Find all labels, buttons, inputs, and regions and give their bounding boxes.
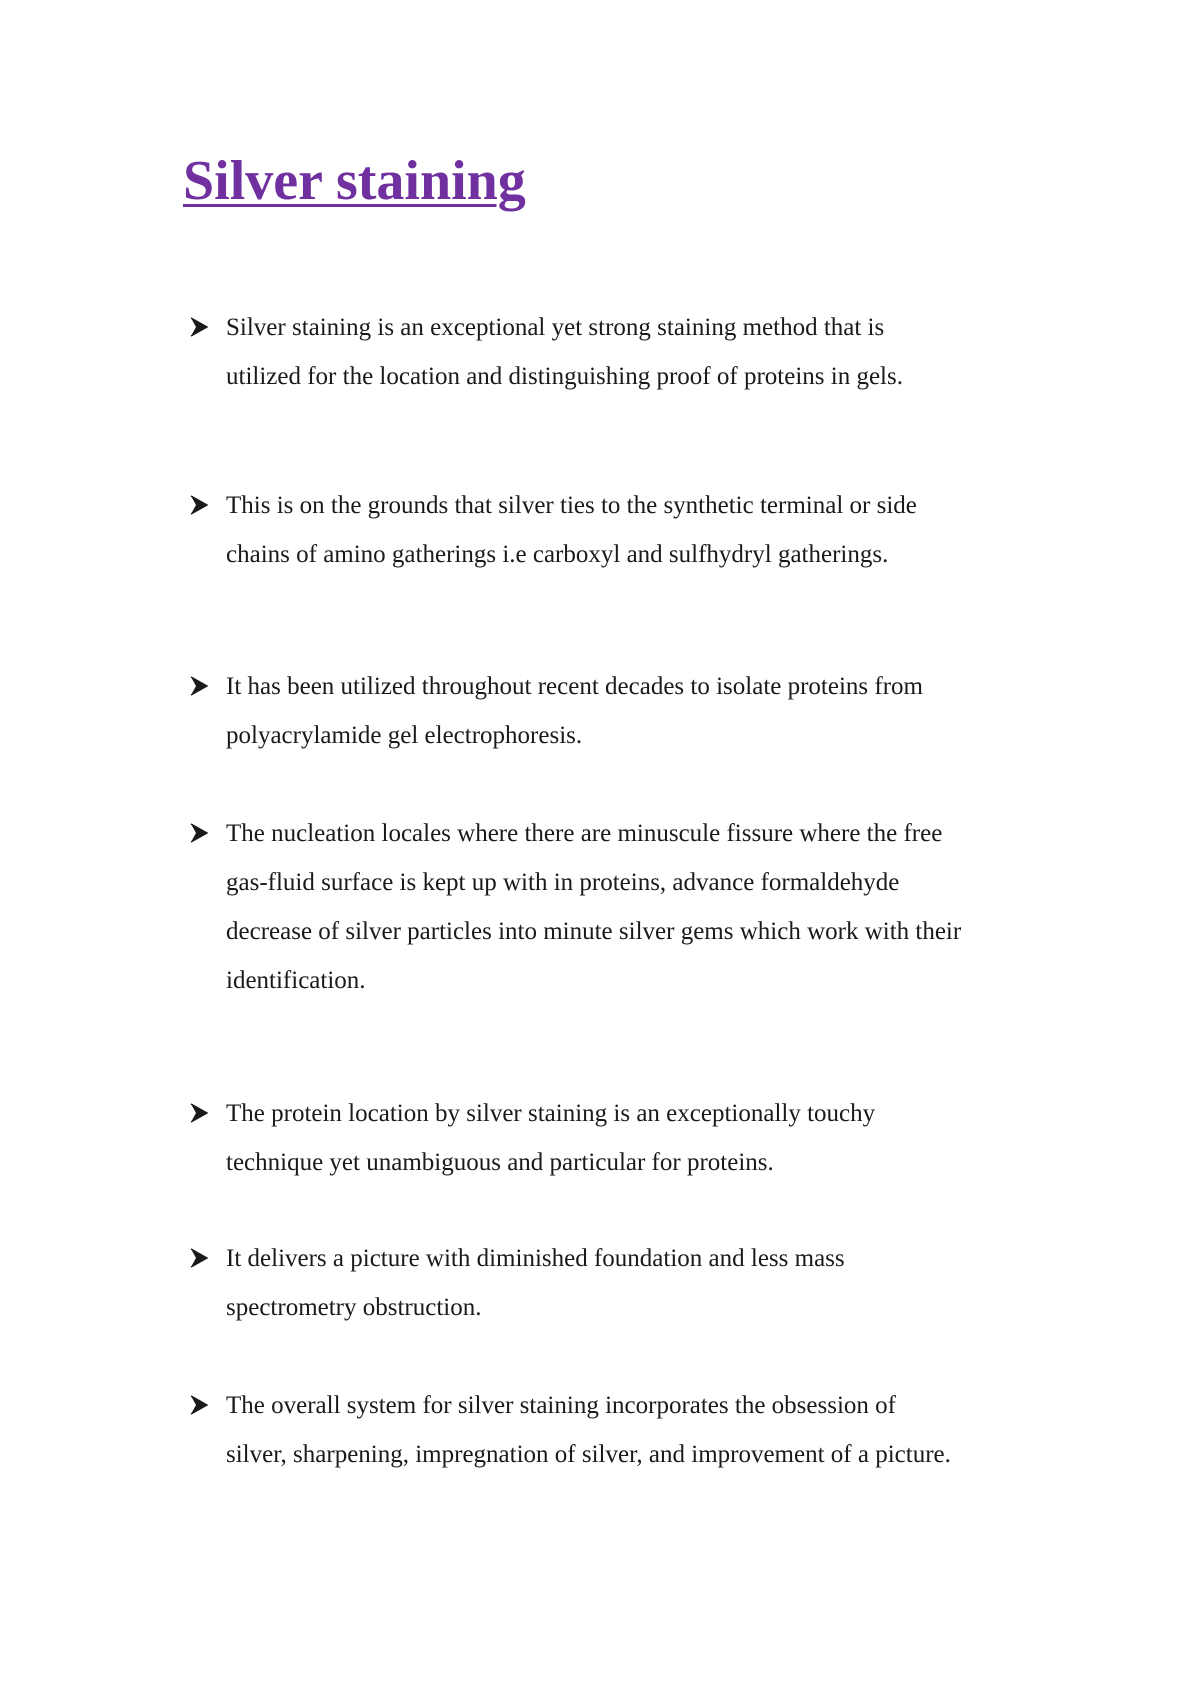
bullet-item <box>190 303 1070 401</box>
arrow-bullet-icon <box>190 1381 226 1415</box>
bullet-item <box>190 481 1070 579</box>
arrow-bullet-icon <box>190 481 226 515</box>
bullet-item <box>190 809 1070 1005</box>
bullet-item <box>190 662 1070 760</box>
bullet-item <box>190 1381 1070 1479</box>
bullet-text: Silver staining is an exceptional yet strong staining method that is utilized for the location and distinguishing proof of proteins in gels. <box>226 314 903 390</box>
bullet-text: It delivers a picture with diminished foundation and less mass spectrometry obstruction. <box>226 1245 845 1321</box>
bullet-item <box>190 1234 1070 1332</box>
arrow-bullet-icon <box>190 809 226 843</box>
bullet-item <box>190 1089 1070 1187</box>
bullet-text: The overall system for silver staining incorporates the obsession of silver, sharpening, impregnation of silver, and improvement of a picture. <box>226 1392 951 1468</box>
arrow-bullet-icon <box>190 662 226 696</box>
arrow-bullet-icon <box>190 1089 226 1123</box>
bullet-text: This is on the grounds that silver ties to the synthetic terminal or side chains of amino gatherings i.e carboxyl and sulfhydryl gatherings. <box>226 492 917 568</box>
arrow-bullet-icon <box>190 1234 226 1268</box>
page-title: Silver staining <box>183 150 526 212</box>
bullet-text: It has been utilized throughout recent decades to isolate proteins from polyacrylamide gel electrophoresis. <box>226 673 923 749</box>
bullet-text: The nucleation locales where there are minuscule fissure where the free gas-fluid surface is kept up with in proteins, advance formaldehyde decrease of silver particles into minute silver gems which work with their identification. <box>226 820 962 994</box>
bullet-text: The protein location by silver staining is an exceptionally touchy technique yet unambiguous and particular for proteins. <box>226 1100 876 1176</box>
arrow-bullet-icon <box>190 303 226 337</box>
